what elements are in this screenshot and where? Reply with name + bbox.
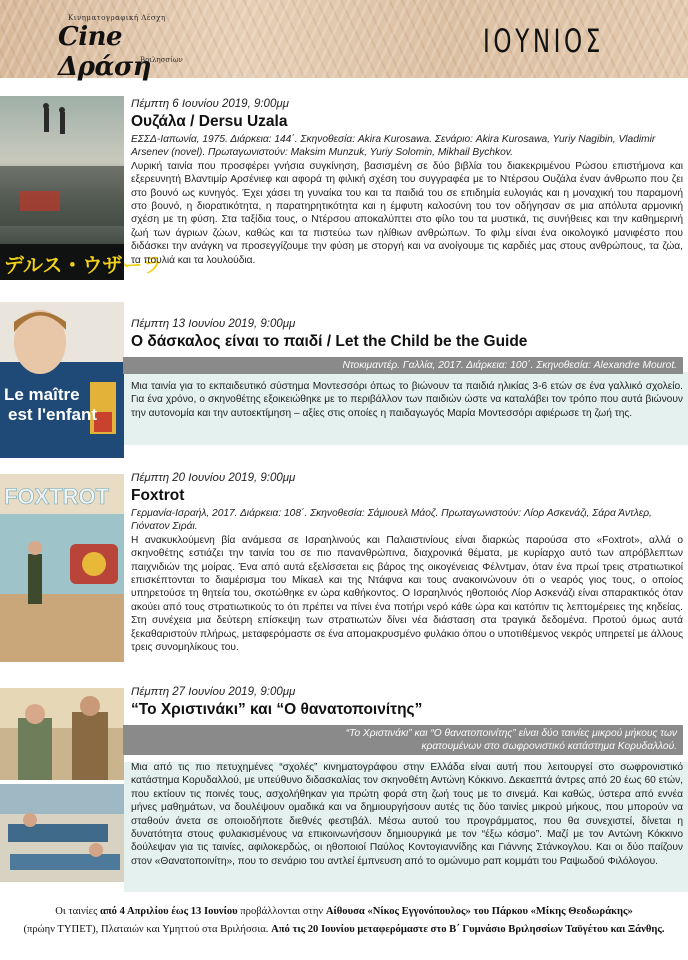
footer-line-2 bbox=[0, 921, 688, 939]
still-thanatopoinitis-image bbox=[0, 784, 124, 882]
film-content-let-the-child bbox=[131, 318, 683, 420]
poster-dersu-uzala bbox=[0, 96, 163, 280]
film-credits-bar: “Το Χριστινάκι” και “Ο θανατοποινίτης” είναι δύο ταινίες μικρού μήκους των κρατουμένων στο σωφρονιστικό κατάστημα Κορυδαλλού. bbox=[123, 725, 683, 755]
film-entry-christinaki bbox=[0, 684, 688, 898]
film-content-christinaki bbox=[131, 686, 683, 868]
film-description: Μια ταινία για το εκπαιδευτικό σύστημα Μοντεσσόρι όπως το βιώνουν τα παιδιά ηλικίας 3-6 ετών σε ένα γαλλικό σχολείο. Για ένα χρόνο, ο σκηνοθέτης εξοικειώθηκε με το περιβάλλον των παιδιών ώστε να καταλάβει τον τρόπο που αυτά βιώνουν την αυτονομία και την αυτοεκτίμηση – αξίες στις οποίες η παιδαγωγός Μαρία Μοντεσσόρι αφιέρωσε τη ζωή της. bbox=[131, 381, 683, 419]
poster-title-foxtrot: FOXTROT bbox=[4, 484, 110, 509]
film-title: “Το Χριστινάκι” και “Ο θανατοποινίτης” bbox=[131, 701, 423, 718]
footer-dates: από 4 Απριλίου έως 13 Ιουνίου bbox=[99, 906, 238, 917]
footer-line1-pre: Οι ταινίες bbox=[55, 906, 100, 917]
venue-footer bbox=[0, 903, 688, 960]
logo-wordmark: Cine Δράση bbox=[58, 22, 152, 82]
film-title: Ο δάσκαλος είναι το παιδί / Let the Child be the Guide bbox=[131, 333, 528, 350]
footer-line-1 bbox=[0, 903, 688, 921]
film-title: Ουζάλα / Dersu Uzala bbox=[131, 113, 288, 130]
poster-foxtrot-image bbox=[0, 474, 124, 662]
poster-le-maitre bbox=[0, 302, 124, 458]
cine-drasi-logo bbox=[58, 12, 198, 82]
film-description: Λυρική ταινία που προσφέρει γνήσια συγκίνηση, βασισμένη σε δύο βιβλία του διακεκριμένου Ρώσου επιστήμονα και εξερευνητή Βλαντιμίρ Αρσένιεφ και αφορά τη φιλική σχέση του συγγραφέα με το Ντέρσου Ουζάλα έναν άνθρωπο που ζει στο βουνό ως κυνηγός. Έχει χάσει τη γυναίκα του και τα παιδιά του σε επιδημία ευλογιάς και η μοναχική του παραμονή στο βουνό, η διορατικότητα, η παρατηρητικότητα και η έμφυτη καλοσύνη του τον οδήγησαν σε μια απόλυτα αρμονική σχέση με τη φύση. Στα ταξίδια τους, ο Ντέρσου αποκαλύπτει στο φίλο του τα μυστικά, τις συνήθειες και την καθημερινή ζωή των άγριων ζώων, καθώς και τα πιστεύω των ηλίθιων ανθρώπων. Το φιλμ είναι ένα οικολογικό μανιφέστο που διδάσκει την ανάγκη να προσεγγίζουμε την φύση με στοργή και να ανοίγουμε τις καρδιές μας στους ανθρώπους, τα ζώα, τα πουλιά και τα λουλούδια. bbox=[131, 160, 683, 266]
poster-title-line2: est l'enfant bbox=[8, 405, 98, 424]
poster-title-jp: デルス・ウザーラ bbox=[4, 253, 163, 277]
film-credits: ΕΣΣΔ-Ιαπωνία, 1975. Διάρκεια: 144΄. Σκηνοθεσία: Akira Kurosawa. Σενάριο: Akira Kurosawa, Yuriy Nagibin, Vladimir Arsenev (novel). Πρωταγωνιστούν: Maksim Munzuk, Yuriy Solomin, Mikhail Bychkov. bbox=[131, 134, 656, 159]
still-christinaki-image bbox=[0, 688, 124, 780]
still-thanatopoinitis bbox=[0, 784, 124, 882]
film-credits-bar: Ντοκιμαντέρ. Γαλλία, 2017. Διάρκεια: 100΄. Σκηνοθεσία: Alexandre Mourot. bbox=[123, 357, 683, 374]
logo-subtitle-top: Κινηματογραφική Λέσχη bbox=[68, 14, 166, 22]
screening-date: Πέμπτη 27 Ιουνίου 2019, 9:00μμ bbox=[131, 686, 296, 698]
footer-venue: Αίθουσα «Νίκος Εγγονόπουλος» του Πάρκου «Μίκης Θεοδωράκης» bbox=[325, 906, 633, 917]
film-credits: Γερμανία-Ισραήλ, 2017. Διάρκεια: 108΄. Σκηνοθεσία: Σάμιουελ Μάοζ. Πρωταγωνιστούν: Λίορ Ασκενάζι, Σάρα Άντλερ, Γιόνατον Σιράι. bbox=[131, 508, 652, 533]
film-description: Η ανακυκλούμενη βία ανάμεσα σε Ισραηλινούς και Παλαιστινίους είναι διαρκώς παρούσα στο «Foxtrot», αλλά ο σκηνοθέτης εστιάζει την ταινία του σε πιο πανανθρώπινα, διαχρονικά θέματα, με κυρίαρχο αυτό των απρόβλεπτων παιχνιδιών της μοίρας. Ένα από αυτά εξελίσσεται εις βάρος της οικογένειας Φέλντμαν, όταν ένα πρωί τρεις στρατιωτικοί επισκέπτονται το διαμέρισμα του Μίκαελ και της Ντάφνα και τους ανακοινώνουν ότι ο νεαρός γιος τους, ο οποίος υπηρετούσε τη θητεία του, σκοτώθηκε εν ώρα καθήκοντος. Ο Ισραηλινός ηθοποιός Λίορ Ασκενάζι είναι σπαρακτικός όταν ακούει από τους στρατιωτικούς το ότι πρέπει να πίνει ένα ποτήρι νερό κάθε ώρα και κατόπιν τις λεπτομέρειες της κηδείας. Στη συνέχεια μια δεύτερη επίσκεψη των στρατιωτών δίνει νέα διάσταση στα τραγικά δεδομένα. Προτού όμως αυτά ξεκαθαριστούν πλήρως, μεταφερόμαστε σε ένα απομακρυσμένο φυλάκιο όπου ο υποτιθέμενος νεκρός υπηρετεί με άλλους τρεις συνομηλίκους του. bbox=[131, 534, 683, 654]
film-entry-dersu-uzala bbox=[0, 96, 688, 290]
film-title: Foxtrot bbox=[131, 487, 185, 504]
film-content-dersu-uzala bbox=[131, 98, 683, 267]
film-entry-let-the-child bbox=[0, 300, 688, 460]
screening-date: Πέμπτη 6 Ιουνίου 2019, 9:00μμ bbox=[131, 98, 289, 110]
poster-foxtrot bbox=[0, 474, 124, 662]
film-entry-foxtrot bbox=[0, 470, 688, 680]
film-content-foxtrot bbox=[131, 472, 683, 654]
month-title: ΙΟΥΝΙΟΣ bbox=[483, 22, 604, 60]
page-header bbox=[0, 0, 688, 82]
poster-le-maitre-image bbox=[0, 302, 124, 458]
film-description: Μια από τις πιο πετυχημένες “σχολές” κινηματογράφου στην Ελλάδα είναι αυτή που λειτουργεί στο σωφρονιστικό κατάστημα Κορυδαλλού, με υπεύθυνο διδασκαλίας τον σκηνοθέτη Αντώνη Κόκκινο. Δεκαεπτά άντρες από 20 έως 60 ετών, που εκτίουν τις ποινές τους, ασχολήθηκαν για πρώτη φορά στη ζωή τους με το σινεμά. Και καθώς, ύστερα από εννέα μήνες μαθημάτων, να δουλέψουν ομαδικά και να δημιουργήσουν αυτές τις δύο ταινίες μικρού μήκους, που μπορούν να σταθούν άνετα σε οποιοδήποτε διεθνές φεστιβάλ. Μέσω αυτού του προγράμματος, που θα συνεχιστεί, δίνεται η δυνατότητα στους φυλακισμένους να επικοινωνήσουν δημιουργικά με τον “έξω κόσμο”. Μαζί με τον Αντώνη Κόκκινο δούλεψαν για τις ταινίες, αφιλοκερδώς, οι ηθοποιοί Παύλος Κοντογιαννίδης και Γιάννης Στάνκογλου. Και οι δύο παίζουν στον «Θανατοποινίτη», που το σενάριο του αντλεί έμπνευση από το ομώνυμο ραπ κομμάτι του Ραψωδού Φιλόλογου. bbox=[131, 762, 683, 867]
screening-date: Πέμπτη 13 Ιουνίου 2019, 9:00μμ bbox=[131, 318, 296, 330]
logo-subtitle-bottom: Βριλησσίων bbox=[140, 56, 183, 64]
footer-line1-mid: προβάλλονται στην bbox=[237, 906, 326, 917]
poster-title-line1: Le maître bbox=[4, 385, 80, 404]
footer-line2-pre: (πρώην ΤΥΠΕΤ), Πλαταιών και Υμηττού στα Βριλήσσια. bbox=[23, 924, 272, 935]
poster-dersu-uzala-image bbox=[0, 96, 163, 280]
screening-date: Πέμπτη 20 Ιουνίου 2019, 9:00μμ bbox=[131, 472, 296, 484]
still-christinaki bbox=[0, 688, 124, 780]
footer-new-venue: Από τις 20 Ιουνίου μεταφερόμαστε στο Β΄ Γυμνάσιο Βριλησσίων Ταϋγέτου και Ξάνθης. bbox=[271, 924, 665, 935]
